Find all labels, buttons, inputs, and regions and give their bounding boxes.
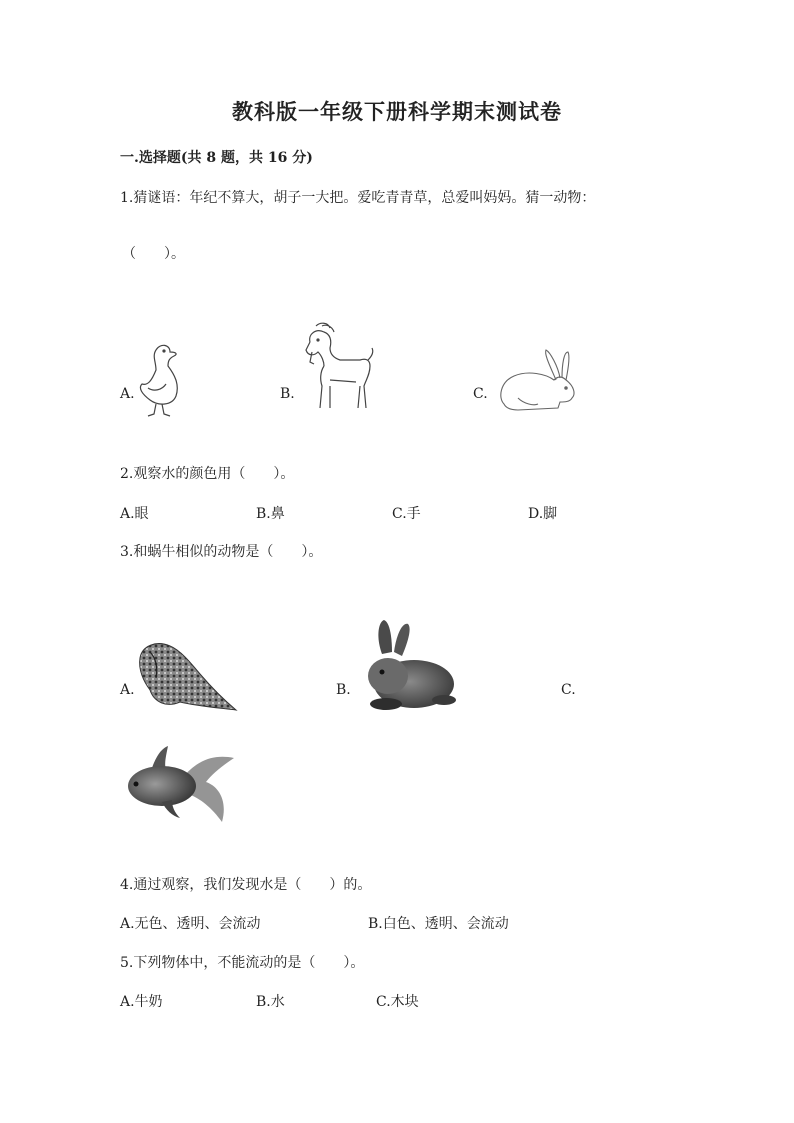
question-3-option-c[interactable]: C. [561,682,576,698]
question-5-text: 5.下列物体中，不能流动的是（ ）。 [120,955,365,971]
question-2-option-d[interactable]: D.脚 [528,506,558,522]
question-4-option-b[interactable]: B.白色、透明、会流动 [368,916,509,932]
duck-illustration [134,340,186,418]
page-title: 教科版一年级下册科学期末测试卷 [232,99,562,124]
question-2-option-a[interactable]: A.眼 [120,506,149,522]
question-3-text: 3.和蜗牛相似的动物是（ ）。 [120,544,323,560]
question-1-option-c[interactable]: C. [473,386,488,402]
question-4-option-a[interactable]: A.无色、透明、会流动 [120,916,261,932]
question-1-option-a[interactable]: A. [120,386,135,402]
question-1-text: 1.猜谜语：年纪不算大，胡子一大把。爱吃青青草，总爱叫妈妈。猜一动物： [120,190,596,206]
rabbit-photo [352,618,458,714]
goat-illustration [300,320,376,414]
question-1-option-b[interactable]: B. [280,386,295,402]
goldfish-photo [122,746,238,826]
question-5-option-c[interactable]: C.木块 [376,994,419,1010]
section-heading: 一.选择题(共 8 题，共 16 分) [120,150,313,166]
conch-shell-illustration [136,638,238,714]
question-2-option-b[interactable]: B.鼻 [256,506,285,522]
question-3-option-a[interactable]: A. [120,682,135,698]
question-1-blank: （ ）。 [122,246,185,262]
question-2-option-c[interactable]: C.手 [392,506,421,522]
question-4-text: 4.通过观察，我们发现水是（ ）的。 [120,877,372,893]
question-2-text: 2.观察水的颜色用（ ）。 [120,466,295,482]
question-5-option-a[interactable]: A.牛奶 [120,994,163,1010]
question-5-option-b[interactable]: B.水 [256,994,285,1010]
question-3-option-b[interactable]: B. [336,682,351,698]
rabbit-illustration [494,346,584,416]
